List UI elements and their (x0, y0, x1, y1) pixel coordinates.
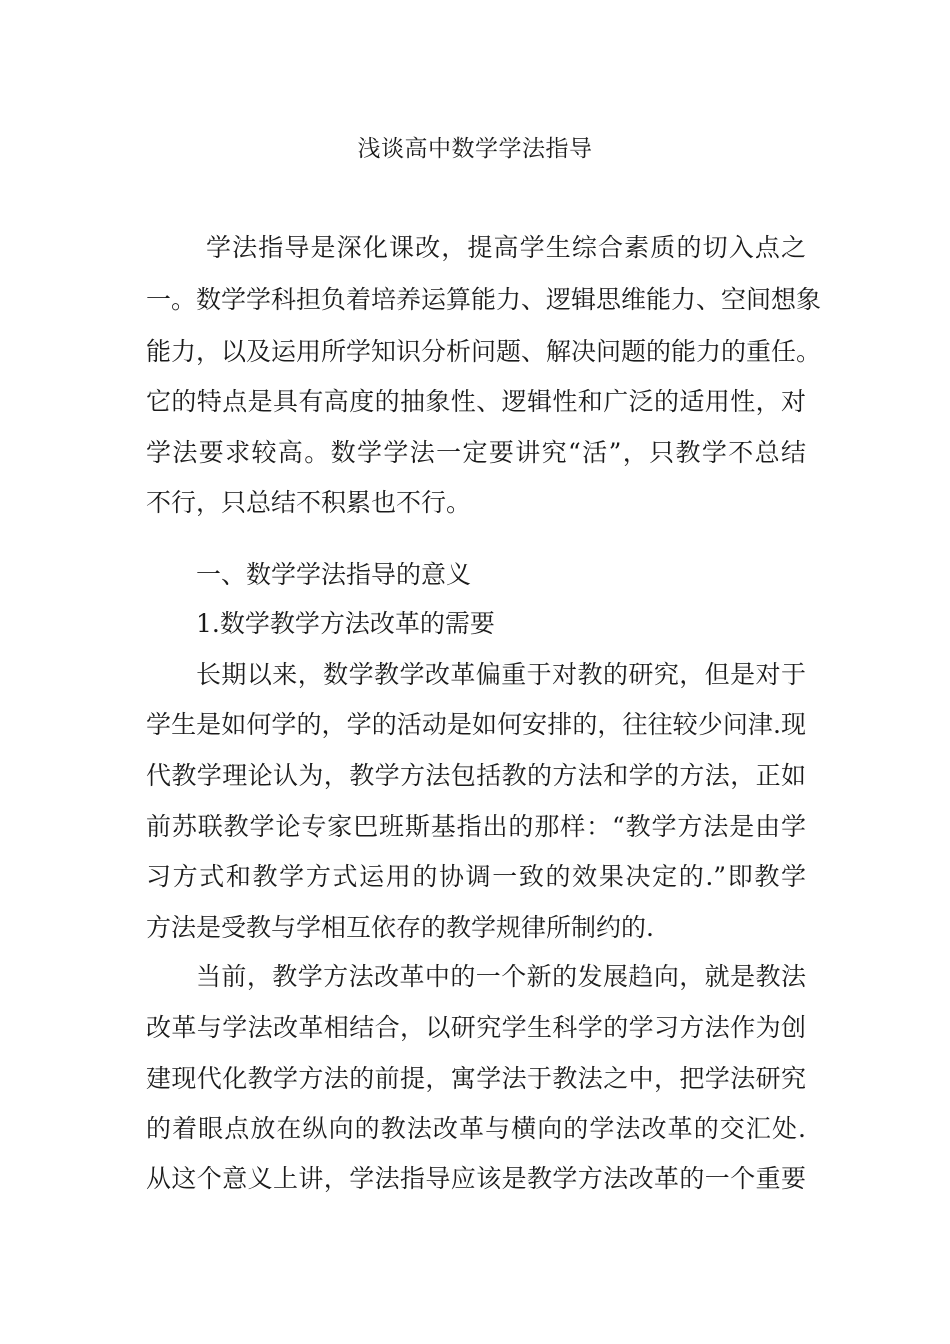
intro-line: 学法指导是深化课改，提高学生综合素质的切入点之 (206, 233, 806, 262)
paragraph-line: 从这个意义上讲，学法指导应该是教学方法改革的一个重要 (146, 1164, 806, 1193)
section-heading: 一、数学学法指导的意义 (196, 560, 472, 589)
intro-line: 一。数学学科担负着培养运算能力、逻辑思维能力、空间想象 (146, 285, 822, 314)
paragraph-line: 代教学理论认为，教学方法包括教的方法和学的方法，正如 (146, 761, 806, 790)
intro-line: 学法要求较高。数学学法一定要讲究“活”，只教学不总结 (146, 438, 806, 467)
subsection-heading: 1.数学教学方法改革的需要 (196, 609, 495, 638)
intro-line: 能力，以及运用所学知识分析问题、解决问题的能力的重任。 (146, 337, 822, 366)
paragraph-line: 长期以来，数学教学改革偏重于对教的研究，但是对于 (196, 660, 806, 689)
paragraph-line: 建现代化教学方法的前提，寓学法于教法之中，把学法研究 (146, 1064, 806, 1093)
paragraph-line: 改革与学法改革相结合，以研究学生科学的学习方法作为创 (146, 1013, 806, 1042)
paragraph-line: 习方式和教学方式运用的协调一致的效果决定的.”即教学 (146, 862, 806, 891)
paragraph-line: 的着眼点放在纵向的教法改革与横向的学法改革的交汇处. (146, 1114, 806, 1143)
intro-line: 它的特点是具有高度的抽象性、逻辑性和广泛的适用性，对 (146, 387, 806, 416)
document-title: 浅谈高中数学学法指导 (357, 136, 593, 162)
paragraph-line: 前苏联教学论专家巴班斯基指出的那样：“教学方法是由学 (146, 812, 806, 841)
paragraph-line: 当前，教学方法改革中的一个新的发展趋向，就是教法 (196, 962, 806, 991)
paragraph-line: 方法是受教与学相互依存的教学规律所制约的. (146, 913, 654, 942)
intro-line: 不行，只总结不积累也不行。 (146, 488, 472, 517)
paragraph-line: 学生是如何学的，学的活动是如何安排的，往往较少问津.现 (146, 710, 806, 739)
